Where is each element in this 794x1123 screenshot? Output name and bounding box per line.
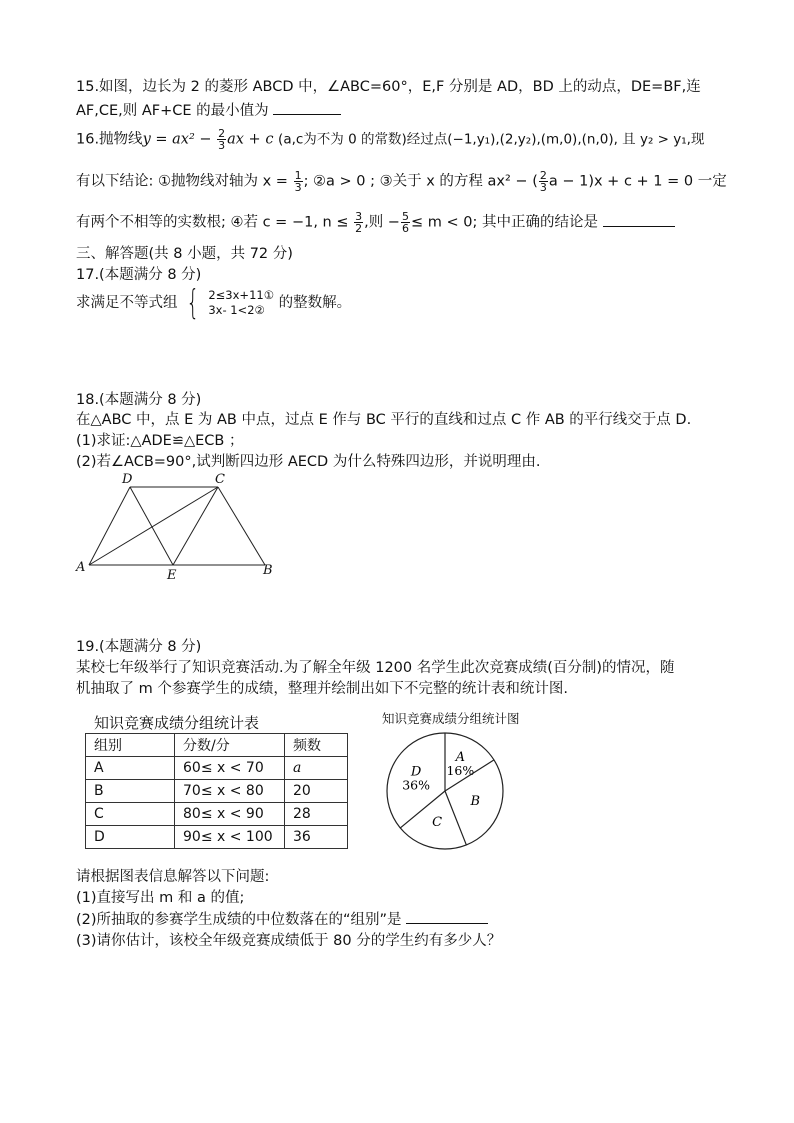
table-cell: 20: [285, 780, 348, 803]
q16-frac-num: 2: [218, 127, 226, 140]
table-row: [86, 803, 348, 826]
q17-body: [76, 283, 352, 323]
q16-line3-a: 有两个不相等的实数根; ④若 c = −1, n ≤: [76, 214, 349, 231]
q18-stem: 在△ABC 中，点 E 为 AB 中点，过点 E 作与 BC 平行的直线和过点 C 作 AB 的平行线交于点 D.: [76, 412, 692, 428]
label-B: B: [263, 563, 273, 578]
q17-header: 17.(本题满分 8 分): [76, 267, 202, 283]
segment-DE: [130, 487, 173, 565]
q19-part3: (3)请你估计，该校全年级竞赛成绩低于 80 分的学生约有多少人？: [76, 933, 502, 949]
q16-line2-c: a − 1)x + c + 1 = 0 一定: [548, 173, 727, 190]
pie-slice-label-C: C: [432, 814, 443, 830]
q19-part2: [76, 909, 488, 930]
q17-brace: {: [186, 283, 200, 323]
segment-CE: [173, 487, 218, 565]
q16-axis-den: 3: [294, 181, 302, 194]
q16-condition: (a,c为不为 0 的常数)经过点(−1,y₁),(2,y₂),(m,0),(n,0), 且 y₂ > y₁,现: [278, 131, 705, 148]
q16-m-den: 6: [401, 222, 409, 235]
q16-coef-frac: [539, 170, 548, 193]
q16-m-num: 5: [401, 210, 409, 223]
q16-line2-b: ; ②a > 0 ; ③关于 x 的方程 ax² − (: [303, 173, 538, 190]
table-header-cell: 分数/分: [175, 734, 285, 757]
q16-n-den: 2: [355, 222, 363, 235]
q19-header: 19.(本题满分 8 分): [76, 639, 202, 655]
label-C: C: [215, 472, 225, 487]
table-cell: B: [86, 780, 175, 803]
q16-line3-b: ,则 −: [364, 214, 400, 231]
pie-boundary-C: [445, 791, 466, 845]
table-header-row: [86, 734, 348, 757]
q15-answer-blank: [273, 100, 341, 115]
q16-eq-b: ax + c: [227, 131, 274, 148]
table-cell: 70≤ x < 80: [175, 780, 285, 803]
q16-line2-a: 有以下结论: ①抛物线对轴为 x =: [76, 173, 288, 190]
q15-line2-text: AF,CE,则 AF+CE 的最小值为: [76, 103, 269, 119]
q19-prompt: 请根据图表信息解答以下问题:: [76, 869, 270, 885]
q18-header: 18.(本题满分 8 分): [76, 392, 202, 408]
q16-m-frac: [401, 211, 410, 234]
q16-answer-blank: [603, 212, 675, 227]
q17-ineq-2: 3x- 1<2②: [208, 303, 265, 317]
segment-CB: [218, 487, 265, 565]
q17-ineq-1: 2≤3x+11①: [208, 288, 275, 302]
segment-AD: [89, 487, 130, 565]
q15-line1: 15.如图，边长为 2 的菱形 ABCD 中，∠ABC=60°，E,F 分别是 AD，BD 上的动点，DE=BF,连: [76, 79, 701, 95]
q19-stem2: 机抽取了 m 个参赛学生的成绩，整理并绘制出如下不完整的统计表和统计图.: [76, 681, 568, 697]
table-cell: 36: [285, 826, 348, 849]
pie-slice-value-A: 16%: [446, 763, 475, 779]
q16-n-num: 3: [355, 210, 363, 223]
q19-part1: (1)直接写出 m 和 a 的值;: [76, 890, 245, 906]
q16-axis-frac: [294, 170, 303, 193]
pie-slice-value-D: 36%: [402, 777, 431, 793]
q19-pie-title: 知识竞赛成绩分组统计图: [382, 711, 520, 726]
table-row: [86, 780, 348, 803]
q19-table-title: 知识竞赛成绩分组统计表: [94, 714, 260, 732]
q18-part2: (2)若∠ACB=90°,试判断四边形 AECD 为什么特殊四边形，并说明理由.: [76, 454, 541, 470]
table-row: [86, 757, 348, 780]
q16-n-frac: [354, 211, 363, 234]
label-D: D: [122, 472, 133, 487]
pie-slice-label-B: B: [470, 793, 481, 809]
table-cell: D: [86, 826, 175, 849]
q16-axis-num: 1: [294, 169, 302, 182]
q19-frequency-table: [85, 733, 348, 849]
table-cell: 60≤ x < 70: [175, 757, 285, 780]
section-3-heading: 三、解答题(共 8 小题，共 72 分): [76, 246, 293, 262]
q16-frac-den: 3: [218, 139, 226, 152]
q16-frac-2-3: [217, 128, 226, 151]
q16-coef-den: 3: [539, 181, 547, 194]
q19-pie-chart: [375, 728, 515, 858]
q16-line1: [76, 128, 704, 151]
q17-prefix: 求满足不等式组: [76, 295, 178, 311]
segment-AC: [89, 487, 218, 565]
table-header-cell: 频数: [285, 734, 348, 757]
q16-coef-num: 2: [539, 169, 547, 182]
q15-line2: [76, 100, 341, 121]
q19-stem1: 某校七年级举行了知识竞赛活动.为了解全年级 1200 名学生此次竞赛成绩(百分制)的情况，随: [76, 660, 675, 676]
label-A: A: [76, 560, 86, 575]
table-cell: 90≤ x < 100: [175, 826, 285, 849]
table-cell: a: [285, 757, 348, 780]
pie-slice-label-A: A: [455, 750, 466, 766]
q17-suffix: 的整数解。: [278, 295, 352, 311]
q16-line2: [76, 170, 727, 193]
q17-inequality-system: [182, 283, 275, 323]
table-cell: A: [86, 757, 175, 780]
q18-figure: [70, 470, 290, 585]
q16-line3-c: ≤ m < 0; 其中正确的结论是: [410, 214, 598, 231]
table-cell: 80≤ x < 90: [175, 803, 285, 826]
q16-prefix: 16.抛物线: [76, 131, 143, 148]
q16-eq-a: y = ax² −: [142, 131, 212, 148]
pie-slice-label-D: D: [410, 764, 422, 780]
label-E: E: [167, 568, 177, 583]
q18-part1: (1)求证:△ADE≌△ECB ；: [76, 433, 244, 449]
table-cell: 28: [285, 803, 348, 826]
q19-part2-text: (2)所抽取的参赛学生成绩的中位数落在的“组别”是: [76, 912, 402, 928]
q19-answer-blank: [406, 909, 488, 924]
q16-line3: [76, 211, 675, 234]
table-cell: C: [86, 803, 175, 826]
table-row: [86, 826, 348, 849]
table-header-cell: 组别: [86, 734, 175, 757]
q17-system-lines: [208, 288, 274, 318]
